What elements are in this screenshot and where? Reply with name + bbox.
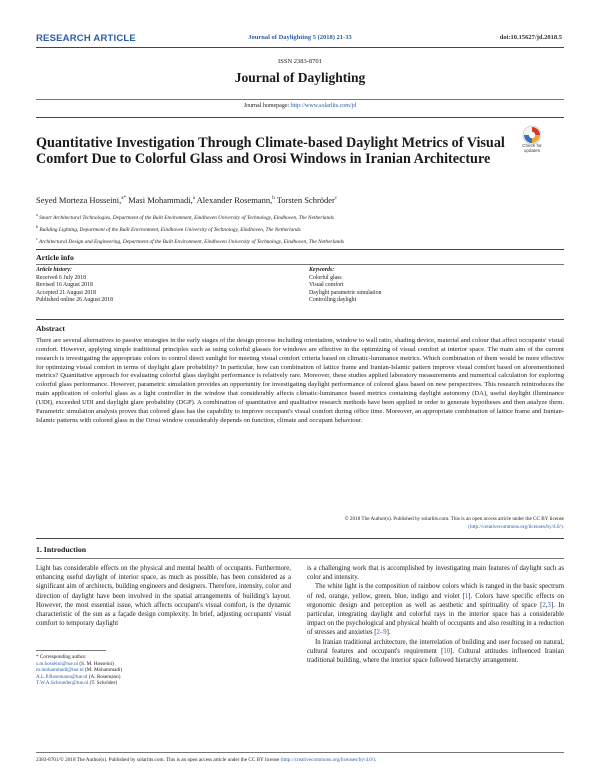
author-name: Alexander Rosemann,: [196, 195, 273, 205]
abstract-rule-top: [36, 319, 564, 320]
author-affil-mark: a*: [121, 196, 126, 202]
history-received: Received 6 July 2018: [36, 274, 87, 281]
paragraph: is a challenging work that is accomplished by investigating main features of daylight such as color and intensity.: [307, 565, 564, 582]
homepage-link[interactable]: http://www.solarlits.com/jd: [290, 103, 357, 109]
keywords: [309, 267, 381, 305]
footnote-rule: [36, 650, 106, 651]
history-published: Published online 26 August 2018: [36, 297, 113, 304]
journal-reference: Journal of Daylighting 5 (2018) 21-33: [248, 34, 352, 41]
affiliation: $^b$ Building Lighting, Department of the Built Environment, Eindhoven University of Technology, Eindhoven, The Netherlands: [36, 224, 301, 233]
history-label: Article history:: [36, 267, 72, 273]
email-link[interactable]: A.L.P.Rosemann@tue.nl: [36, 673, 88, 680]
article-history: [36, 267, 113, 305]
keyword: Daylight parametric simulation: [309, 289, 382, 296]
author-affil-mark: a: [192, 196, 196, 202]
footer-rule: [36, 752, 564, 753]
citation-link[interactable]: 1: [464, 592, 469, 600]
journal-homepage: [0, 103, 600, 109]
article-info-heading: Article info: [36, 253, 74, 262]
affiliation: $^c$ Architectural Design and Engineering, Department of the Built Environment, Eindhoven University of Technology, Eindhoven, The Netherlands: [36, 236, 344, 245]
keywords-label: Keywords:: [309, 267, 335, 273]
issn: ISSN 2383-8701: [278, 58, 322, 65]
author-name: Torsten Schröder: [276, 195, 335, 205]
author-name: Masi Mohammadi,: [128, 195, 193, 205]
email-link[interactable]: s.m.hosseini@tue.nl: [36, 660, 79, 667]
history-accepted: Accepted 21 August 2018: [36, 289, 97, 296]
keyword: Visual comfort: [309, 282, 344, 289]
masthead-rule-bottom: [36, 117, 564, 118]
homepage-label: Journal homepage:: [243, 103, 291, 109]
citation-link[interactable]: 2: [542, 601, 546, 609]
history-revised: Revised 16 August 2018: [36, 282, 93, 289]
intro-rule-top: [36, 538, 564, 539]
article-title: Quantitative Investigation Through Climate-based Daylight Metrics of Visual Comfort Due to Colorful Glass and Orosi Windows in Iranian Architecture: [36, 135, 505, 167]
affiliation: $^a$ Smart Architectural Technologies, Department of the Built Environment, Eindhoven University of Technology, Eindhoven, The Netherlands: [36, 212, 334, 221]
corresponding-author-footnote: * Corresponding author. s.m.hosseini@tue.nl (S. M. Hosseini) m.mohammadi@tue.nl (M. Mohammadi) A.L.P.Rosemann@tue.nl (A. Rosemann) T.W.A.Schroeder@tue.nl (T. Schröder): [36, 654, 123, 687]
author-affil-mark: b: [272, 196, 275, 202]
citation-link[interactable]: 3: [547, 601, 551, 609]
info-rule-mid: [36, 264, 564, 265]
crossmark-center: [529, 132, 535, 138]
author-name: Seyed Morteza Hosseini,: [36, 195, 122, 205]
author-affil-mark: c: [334, 196, 338, 202]
copyright-notice: © 2018 The Author(s). Published by solarlits.com. This is an open access article under the CC BY license (http://creativecommons.org/licenses/by/4.0/).: [344, 516, 564, 530]
info-rule-top: [36, 249, 564, 250]
license-link[interactable]: (http://creativecommons.org/licenses/by/4.0/).: [468, 523, 564, 530]
paragraph: The white light is the composition of rainbow colors which is ranged in the basic spectrum of red, orange, yellow, green, blue, indigo and violet [1]. Colors have specific effects on ergonomic design and perception as well as aesthetic and spirituality of space [2,3]. In particular, integrating daylight and colorful rays in the interior space has a considerable impact on the psychological and physical health of occupants and also resulting in a reduction of stresses and anxieties [2–9].: [307, 583, 564, 637]
author-list: [36, 195, 337, 205]
keyword: Controlling daylight: [309, 297, 357, 304]
abstract-heading: Abstract: [36, 324, 66, 333]
page-footer: 2383-8701/© 2018 The Author(s). Published by solarlits.com. This is an open access article under the CC BY license (http://creativecommons.org/licenses/by/4.0/).: [36, 757, 377, 763]
introduction-heading: 1. Introduction: [36, 545, 87, 554]
header-rule: [36, 47, 564, 48]
intro-rule-bottom: [36, 558, 564, 559]
citation-link[interactable]: 2–9: [376, 629, 387, 637]
citation-link[interactable]: 10: [443, 647, 451, 655]
paragraph: In Iranian traditional architecture, the interrelation of building and user focused on natural, cultural features and occupant's requirement [10]. Cultural attitudes influenced Iranian traditional building, where the interior space followed hierarchy arrangement.: [307, 638, 564, 665]
keyword: Colorful glass: [309, 274, 342, 281]
intro-right-column: [307, 564, 564, 665]
journal-name: Journal of Daylighting: [234, 70, 366, 85]
abstract-text: There are several alternatives to passive strategies in the early stages of the design process including orientation, window to wall ratio, shading device, material and colour that affect occupants' visual comfort. However, applying simple traditional principles such as using colorful glasses for windows are effective in the optimizing of visual comfort at interior space. The main aim of the current research is investigating the appropriate colors to control direct sunlight for meeting visual comfort criteria based on climatic-luminance metrics. Which combination of them would be more effective for optimizing visual comfort in terms of daylight glare probability? In particular, how can combination of lattice frame and Iranian-Islamic pattern improve visual comfort based on aforementioned metrics? Quantitative approach for evaluating colorful glass daylight performance is relatively rare. Moreover, these studies applied laboratory measurements and numerical calculation for exploring colorful glass performance. However, parametric simulation provides an opportunity for investigating daylight performance of colored glass based on new perspectives. This research reintroduces the main application of colorful glass as a light controller in the window that considerably affects climatic-luminance based metrics containing daylight autonomy (DA), useful daylight illuminance (UDI), exceeded UDI and daylight glare probability (DGP). A combination of quantitative and qualitative research methods have been applied in order to generate hypotheses and then analyze them. Parametric simulation analysis proves that colored glass has the capability to improve occupant's visual comfort during office time. Moreover, an appropriate combination of lattice frame and Iranian-Islamic patterns with colored glass in the Orosi window considerably depends on function, climate and occupant behaviour.: [36, 337, 564, 424]
footer-license-link[interactable]: (http://creativecommons.org/licenses/by/4.0/): [280, 757, 376, 763]
crossmark-label[interactable]: Check for updates: [522, 143, 542, 154]
doi-label[interactable]: doi:10.15627/jd.2018.5: [499, 34, 562, 41]
email-link[interactable]: T.W.A.Schroeder@tue.nl: [36, 680, 89, 687]
email-link[interactable]: m.mohammadi@tue.nl: [36, 667, 84, 674]
article-type-label: RESEARCH ARTICLE: [36, 33, 136, 44]
masthead-rule-top: [36, 99, 564, 100]
paragraph: Light has considerable effects on the physical and mental health of occupants. Furthermore, enhancing useful daylight of interior space, as much as possible, has been considered as a significant aim of architects, building engineers and designers. Therefore, intensity, color and direction of daylight have been involved in the spatial arrangements of building's layout. However, the most essential issue, which affects occupant's visual comfort, is the dynamic characteristic of the sun as a façade design complexity. In brief, adjusting occupants' visual comfort to temporary daylight: [36, 565, 291, 628]
intro-left-column: [36, 564, 291, 628]
